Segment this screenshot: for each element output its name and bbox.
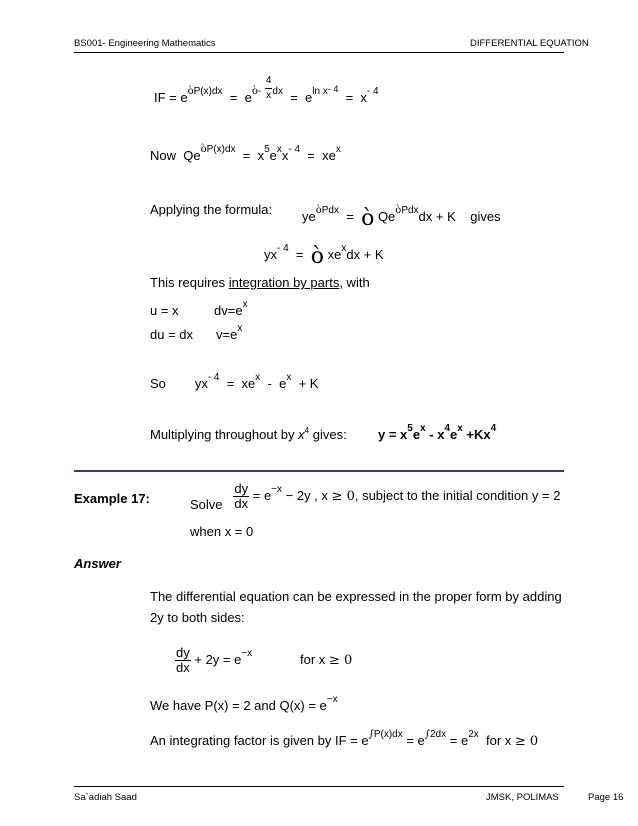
multiply-text: Multiplying throughout by $x^4$ gives: xyxy=(150,426,347,442)
integrating-factor-line: An integrating factor is given by IF = $e^{\int P(x)dx} = e^{\int 2dx} = e^{2x}$ for x ≥ 0 xyxy=(150,729,539,749)
u-definition: u = x xyxy=(150,303,179,318)
du-definition: du = dx xyxy=(150,327,194,342)
header-left: BS001- Engineering Mathematics xyxy=(74,38,216,49)
so-equation: So $yx^{- 4} = xe^x - e^x + K$ xyxy=(150,372,319,391)
yx-equation: $yx^{- 4}$ = ò $xe^xdx + K$ xyxy=(264,243,384,269)
now-equation: Now $Qe^{òP(x)dx} = x^5e^xx^{- 4} = xe^x$ xyxy=(150,144,341,163)
footer-institution: JMSK, POLIMAS xyxy=(486,792,559,803)
footer-author: Sa`adiah Saad xyxy=(74,792,137,803)
pq-definition: We have P(x) = 2 and $Q(x) = e^{-x}$ xyxy=(150,694,338,713)
example-equation: Solve $\frac{dy}{dx}$ = $e^{-x} - 2y$ , x ≥ 0, subject to the initial condition y = 2 xyxy=(190,481,561,512)
header-right: DIFFERENTIAL EQUATION xyxy=(470,38,589,49)
answer-paragraph-line2: 2y to both sides: xyxy=(150,610,245,625)
header-rule xyxy=(74,52,564,53)
v-definition: $v=e^x$ xyxy=(216,323,243,342)
example-condition: when x = 0 xyxy=(190,524,254,539)
answer-label: Answer xyxy=(74,556,121,571)
integration-by-parts-text: integration by parts xyxy=(228,275,340,290)
page-number: Page 16 xyxy=(588,792,624,803)
example-label: Example 17: xyxy=(74,491,150,506)
integration-by-parts-note: This requires integration by parts, with xyxy=(150,275,370,290)
proper-form-domain: for x ≥ 0 xyxy=(300,652,353,668)
proper-form-equation: $\frac{dy}{dx}$ + $2y = e^{-x}$ xyxy=(176,645,253,675)
if-equation: IF = $e^{òP(x)dx} = e^{ò-}$ $\frac{4}{x}$ $^{dx} = e^{ln x- 4} = x^{- 4}$ xyxy=(154,75,379,105)
section-divider xyxy=(74,470,564,472)
final-solution: $y = x^5e^x - x^4e^x +Kx^4$ xyxy=(378,423,497,442)
footer-rule xyxy=(74,786,564,787)
apply-formula-text: Applying the formula: xyxy=(150,202,273,217)
dv-definition: $dv=e^x$ xyxy=(214,299,248,318)
apply-formula-equation: $ye^{òPdx}$ = ò $Qe^{òPdx}dx + K$ gives xyxy=(302,205,501,231)
answer-paragraph-line1: The differential equation can be expressed in the proper form by adding xyxy=(150,589,562,604)
